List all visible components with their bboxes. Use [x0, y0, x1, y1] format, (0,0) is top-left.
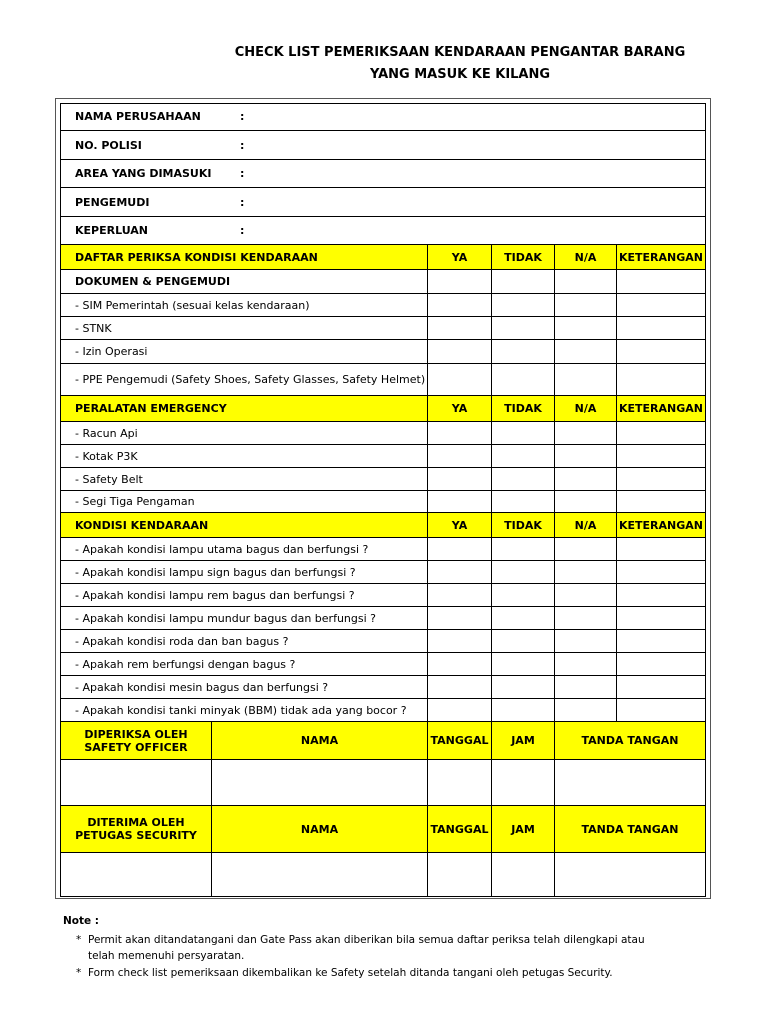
section-3-item-1-ya-cell[interactable]	[428, 561, 492, 584]
section-3-item-0-tidak-cell[interactable]	[492, 538, 555, 561]
section-2-item-0-keterangan-cell[interactable]	[617, 422, 706, 445]
received-by-header-nama: NAMA	[212, 806, 428, 853]
section-3-item-6-tidak-cell[interactable]	[492, 676, 555, 699]
section-1-item-0-keterangan-cell[interactable]	[617, 294, 706, 317]
received-by-entry-tanda-tangan-cell[interactable]	[555, 853, 706, 897]
section-3-item-5-tidak-cell[interactable]	[492, 653, 555, 676]
section-1-header-col-keterangan: KETERANGAN	[617, 245, 706, 270]
section-3-item-7-na-cell[interactable]	[555, 699, 617, 722]
section-1-subheader-ya-cell[interactable]	[428, 270, 492, 294]
section-3-item-5-keterangan-cell[interactable]	[617, 653, 706, 676]
section-3-item-0-keterangan-cell[interactable]	[617, 538, 706, 561]
section-2-item-2-ya-cell[interactable]	[428, 468, 492, 491]
section-3-item-1-tidak-cell[interactable]	[492, 561, 555, 584]
section-1-header-col-tidak: TIDAK	[492, 245, 555, 270]
section-3-item-5-na-cell[interactable]	[555, 653, 617, 676]
note-2: Form check list pemeriksaan dikembalikan ke Safety setelah ditanda tangani oleh petugas Security.	[88, 967, 613, 979]
received-by-header-jam: JAM	[492, 806, 555, 853]
section-2-item-1-ya-cell[interactable]	[428, 445, 492, 468]
section-1-item-3-keterangan-cell[interactable]	[617, 364, 706, 396]
section-3-item-4-ya-cell[interactable]	[428, 630, 492, 653]
note-bullet-1: *	[76, 934, 82, 946]
section-1-item-3-ya-cell[interactable]	[428, 364, 492, 396]
section-1-item-2-na-cell[interactable]	[555, 340, 617, 364]
section-1-item-3-tidak-cell[interactable]	[492, 364, 555, 396]
section-1-item-0-label: - SIM Pemerintah (sesuai kelas kendaraan)	[61, 294, 428, 317]
section-3-header-col-tidak: TIDAK	[492, 513, 555, 538]
note-title: Note :	[63, 915, 99, 927]
section-1-item-2-label: - Izin Operasi	[61, 340, 428, 364]
section-1-header-col-ya: YA	[428, 245, 492, 270]
received-by-header-title: DITERIMA OLEH PETUGAS SECURITY	[61, 806, 212, 853]
section-2-header-col-keterangan: KETERANGAN	[617, 396, 706, 422]
section-2-item-3-label: - Segi Tiga Pengaman	[61, 491, 428, 513]
field-4	[61, 217, 706, 245]
field-1	[61, 131, 706, 160]
section-3-item-0-ya-cell[interactable]	[428, 538, 492, 561]
note-bullet-2: *	[76, 967, 82, 979]
section-1-header-label: DAFTAR PERIKSA KONDISI KENDARAAN	[61, 245, 428, 270]
section-2-header-label: PERALATAN EMERGENCY	[61, 396, 428, 422]
section-1-item-2-ya-cell[interactable]	[428, 340, 492, 364]
section-3-item-2-ya-cell[interactable]	[428, 584, 492, 607]
section-2-item-0-label: - Racun Api	[61, 422, 428, 445]
section-1-subheader-label: DOKUMEN & PENGEMUDI	[61, 270, 428, 294]
checked-by-header-tanggal: TANGGAL	[428, 722, 492, 760]
section-2-item-0-na-cell[interactable]	[555, 422, 617, 445]
section-3-item-7-label: - Apakah kondisi tanki minyak (BBM) tidak ada yang bocor ?	[61, 699, 428, 722]
field-value-input[interactable]: :	[240, 224, 245, 237]
section-2-item-2-keterangan-cell[interactable]	[617, 468, 706, 491]
section-2-item-1-keterangan-cell[interactable]	[617, 445, 706, 468]
form-title-line-1: CHECK LIST PEMERIKSAAN KENDARAAN PENGANTAR BARANG	[234, 45, 686, 60]
section-3-header-col-na: N/A	[555, 513, 617, 538]
section-1-item-2-tidak-cell[interactable]	[492, 340, 555, 364]
section-1-item-3-na-cell[interactable]	[555, 364, 617, 396]
section-3-item-2-na-cell[interactable]	[555, 584, 617, 607]
section-3-item-5-label: - Apakah rem berfungsi dengan bagus ?	[61, 653, 428, 676]
section-1-subheader-tidak-cell[interactable]	[492, 270, 555, 294]
field-label: AREA YANG DIMASUKI	[75, 167, 212, 180]
section-3-header-col-keterangan: KETERANGAN	[617, 513, 706, 538]
section-3-header-col-ya: YA	[428, 513, 492, 538]
section-3-item-3-tidak-cell[interactable]	[492, 607, 555, 630]
section-1-item-0-ya-cell[interactable]	[428, 294, 492, 317]
checked-by-header-jam: JAM	[492, 722, 555, 760]
checked-by-entry-tanggal-cell[interactable]	[428, 760, 492, 806]
section-2-item-1-na-cell[interactable]	[555, 445, 617, 468]
section-1-item-1-na-cell[interactable]	[555, 317, 617, 340]
section-3-item-2-tidak-cell[interactable]	[492, 584, 555, 607]
section-3-item-0-label: - Apakah kondisi lampu utama bagus dan berfungsi ?	[61, 538, 428, 561]
section-3-item-6-na-cell[interactable]	[555, 676, 617, 699]
note-1-line-2: telah memenuhi persyaratan.	[88, 950, 245, 962]
checked-by-entry-tanda-tangan-cell[interactable]	[555, 760, 706, 806]
section-3-item-6-keterangan-cell[interactable]	[617, 676, 706, 699]
checked-by-header-tanda-tangan: TANDA TANGAN	[555, 722, 706, 760]
section-3-item-3-na-cell[interactable]	[555, 607, 617, 630]
section-1-header-col-na: N/A	[555, 245, 617, 270]
field-2	[61, 160, 706, 188]
section-3-item-1-keterangan-cell[interactable]	[617, 561, 706, 584]
section-3-item-2-keterangan-cell[interactable]	[617, 584, 706, 607]
section-3-item-1-na-cell[interactable]	[555, 561, 617, 584]
section-2-header-col-na: N/A	[555, 396, 617, 422]
section-3-item-7-tidak-cell[interactable]	[492, 699, 555, 722]
section-3-item-4-label: - Apakah kondisi roda dan ban bagus ?	[61, 630, 428, 653]
section-3-item-5-ya-cell[interactable]	[428, 653, 492, 676]
checked-by-header-title: DIPERIKSA OLEH SAFETY OFFICER	[61, 722, 212, 760]
field-label: NAMA PERUSAHAAN	[75, 110, 201, 123]
checked-by-entry-jam-cell[interactable]	[492, 760, 555, 806]
section-2-item-2-na-cell[interactable]	[555, 468, 617, 491]
section-1-item-0-na-cell[interactable]	[555, 294, 617, 317]
field-label: KEPERLUAN	[75, 224, 149, 237]
section-2-item-3-ya-cell[interactable]	[428, 491, 492, 513]
received-by-entry-nama-cell[interactable]	[212, 853, 428, 897]
received-by-entry-title-cell[interactable]	[61, 853, 212, 897]
section-1-item-2-keterangan-cell[interactable]	[617, 340, 706, 364]
section-3-item-4-na-cell[interactable]	[555, 630, 617, 653]
section-2-item-3-na-cell[interactable]	[555, 491, 617, 513]
section-2-item-1-tidak-cell[interactable]	[492, 445, 555, 468]
section-1-subheader-keterangan-cell[interactable]	[617, 270, 706, 294]
section-3-item-2-label: - Apakah kondisi lampu rem bagus dan berfungsi ?	[61, 584, 428, 607]
section-3-item-3-ya-cell[interactable]	[428, 607, 492, 630]
checked-by-header-nama: NAMA	[212, 722, 428, 760]
section-2-item-1-label: - Kotak P3K	[61, 445, 428, 468]
received-by-header-tanggal: TANGGAL	[428, 806, 492, 853]
section-3-item-1-label: - Apakah kondisi lampu sign bagus dan berfungsi ?	[61, 561, 428, 584]
section-1-item-0-tidak-cell[interactable]	[492, 294, 555, 317]
field-label: NO. POLISI	[75, 138, 142, 152]
section-2-item-0-ya-cell[interactable]	[428, 422, 492, 445]
section-3-item-0-na-cell[interactable]	[555, 538, 617, 561]
section-2-item-2-tidak-cell[interactable]	[492, 468, 555, 491]
field-value-input[interactable]: :	[240, 195, 245, 209]
section-1-item-1-keterangan-cell[interactable]	[617, 317, 706, 340]
section-3-item-7-keterangan-cell[interactable]	[617, 699, 706, 722]
section-1-item-1-label: - STNK	[61, 317, 428, 340]
field-value-input[interactable]: :	[240, 167, 245, 180]
field-label: PENGEMUDI	[75, 195, 150, 209]
field-value-input[interactable]: :	[240, 110, 245, 123]
section-3-item-6-label: - Apakah kondisi mesin bagus dan berfungsi ?	[61, 676, 428, 699]
section-3-item-3-keterangan-cell[interactable]	[617, 607, 706, 630]
form-title-line-2: YANG MASUK KE KILANG	[369, 67, 551, 82]
checked-by-entry-title-cell[interactable]	[61, 760, 212, 806]
section-3-header-label: KONDISI KENDARAAN	[61, 513, 428, 538]
received-by-entry-tanggal-cell[interactable]	[428, 853, 492, 897]
section-3-item-4-keterangan-cell[interactable]	[617, 630, 706, 653]
section-3-item-3-label: - Apakah kondisi lampu mundur bagus dan berfungsi ?	[61, 607, 428, 630]
section-1-item-1-ya-cell[interactable]	[428, 317, 492, 340]
section-2-header-col-ya: YA	[428, 396, 492, 422]
section-3-item-6-ya-cell[interactable]	[428, 676, 492, 699]
section-2-item-2-label: - Safety Belt	[61, 468, 428, 491]
section-2-item-3-keterangan-cell[interactable]	[617, 491, 706, 513]
section-2-item-3-tidak-cell[interactable]	[492, 491, 555, 513]
field-0	[61, 103, 706, 131]
section-3-item-7-ya-cell[interactable]	[428, 699, 492, 722]
field-3	[61, 188, 706, 217]
section-2-header-col-tidak: TIDAK	[492, 396, 555, 422]
section-3-item-4-tidak-cell[interactable]	[492, 630, 555, 653]
received-by-header-tanda-tangan: TANDA TANGAN	[555, 806, 706, 853]
section-2-item-0-tidak-cell[interactable]	[492, 422, 555, 445]
note-1-line-1: Permit akan ditandatangani dan Gate Pass akan diberikan bila semua daftar periksa telah dilengkapi atau	[88, 934, 645, 946]
checked-by-entry-nama-cell[interactable]	[212, 760, 428, 806]
section-1-item-3-label: - PPE Pengemudi (Safety Shoes, Safety Glasses, Safety Helmet)	[61, 364, 428, 396]
section-1-subheader-na-cell[interactable]	[555, 270, 617, 294]
field-value-input[interactable]: :	[240, 138, 245, 152]
section-1-item-1-tidak-cell[interactable]	[492, 317, 555, 340]
received-by-entry-jam-cell[interactable]	[492, 853, 555, 897]
